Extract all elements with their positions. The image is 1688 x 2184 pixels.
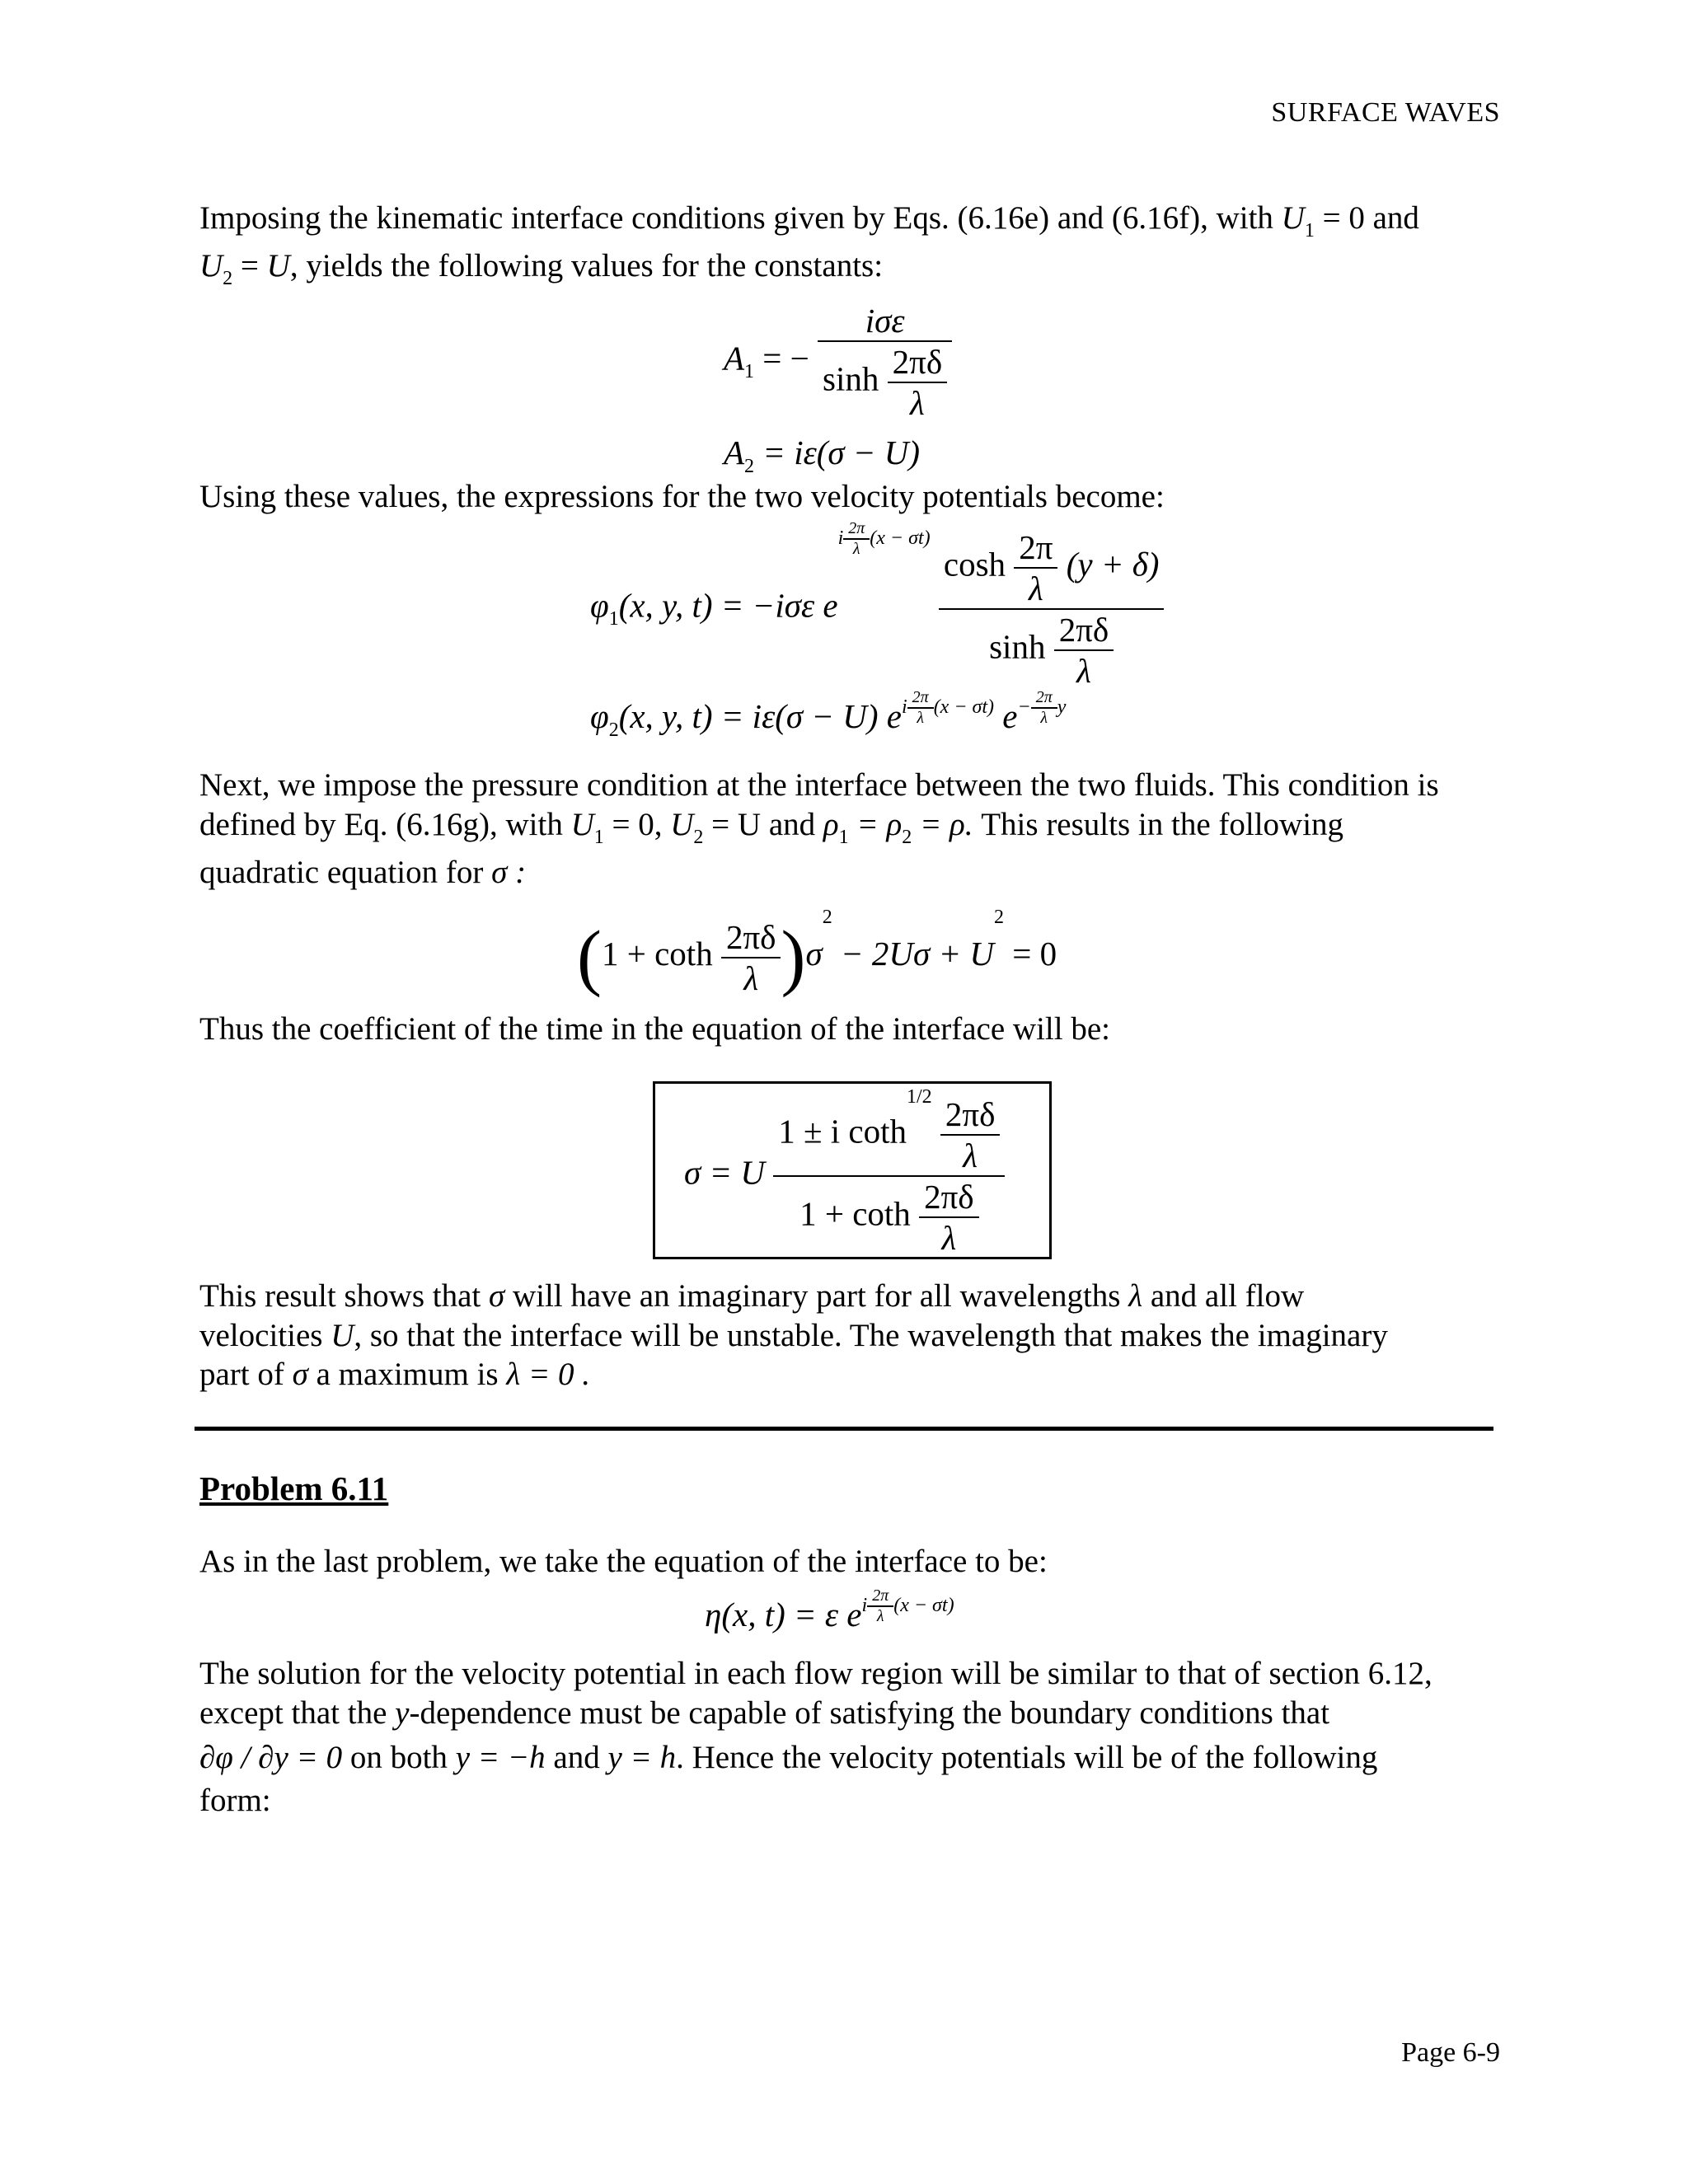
fraction xyxy=(888,342,948,423)
paragraph-line: quadratic equation for σ : xyxy=(199,855,527,890)
fraction xyxy=(773,1086,1005,1258)
paragraph-line: This result shows that σ will have an imaginary part for all wavelengths λ and all flow xyxy=(199,1278,1305,1314)
math-var: U xyxy=(1281,200,1305,236)
text: , yields the following values for the constants: xyxy=(289,248,884,284)
equation-phi2 xyxy=(590,688,1067,741)
math-var: U xyxy=(199,248,223,284)
math-var: e xyxy=(1002,697,1018,735)
paragraph-line: The solution for the velocity potential in each flow region will be similar to that of section 6.12, xyxy=(199,1656,1432,1691)
math-var: A xyxy=(724,434,745,471)
math-sub: 2 xyxy=(608,719,619,741)
exponent: − 2π λ y xyxy=(1017,688,1067,727)
paragraph-line: except that the y-dependence must be capable of satisfying the boundary conditions that xyxy=(199,1695,1330,1731)
paragraph-line: $U_2 = U$, yields the following values for the constants: xyxy=(199,248,884,289)
denominator: λ xyxy=(888,382,948,423)
denominator xyxy=(818,340,952,423)
equation-sigma-result: σ = U 1 ± i coth$^{1/2}$ $\frac{2\pi\delta}{\lambda}$ 1 + coth $\frac{2\pi\delta}{\lambda}$ xyxy=(684,1094,1005,1258)
math-sub: 1 xyxy=(1304,220,1315,241)
numerator: cosh $\frac{2\pi}{\lambda}$ (y + δ) xyxy=(943,528,1160,607)
text: Imposing the kinematic interface conditions given by Eqs. (6.16e) and (6.16f), with xyxy=(199,200,1273,236)
paragraph-line: Using these values, the expressions for the two velocity potentials become: xyxy=(199,479,1165,514)
paragraph-line: As in the last problem, we take the equation of the interface to be: xyxy=(199,1544,1048,1579)
math-sub: 1 xyxy=(608,608,619,630)
numerator: iσε xyxy=(865,302,905,340)
sinh-label: sinh xyxy=(823,359,879,398)
exponent: i 2π λ (x − σt) xyxy=(901,688,995,727)
text: = 0 and xyxy=(1322,200,1419,236)
equation-quadratic: (1 + coth $\frac{2\pi\delta}{\lambda}$ )$\sigma^2 - 2U\sigma + U^2 = 0$ xyxy=(577,907,1057,998)
paragraph-line xyxy=(199,199,1419,241)
paragraph-line: Next, we impose the pressure condition at the interface between the two fluids. This condition is xyxy=(199,767,1439,803)
page-number: Page 6-9 xyxy=(1401,2037,1500,2068)
math-expr: (x, y, t) = iε(σ − U) e xyxy=(618,697,902,735)
exponent: i 2π λ (x − σt) xyxy=(837,519,931,558)
equation-eta: η(x, t) = ε $e^{i \frac{2\pi}{\lambda} (x - \sigma t)}$ xyxy=(705,1586,954,1633)
math-var: A xyxy=(724,339,745,377)
running-header: SURFACE WAVES xyxy=(1271,97,1500,128)
equation-phi1 xyxy=(590,519,1164,691)
math-expr: (x, y, t) = −iσε e xyxy=(618,586,838,625)
math-expr: = iε(σ − U) xyxy=(762,434,921,471)
problem-title: Problem 6.11 xyxy=(199,1469,389,1507)
paragraph-line: part of σ a maximum is λ = 0 . xyxy=(199,1357,591,1392)
math-var: φ xyxy=(590,586,609,625)
math-sub: 2 xyxy=(223,268,233,289)
paragraph-line: Thus the coefficient of the time in the equation of the interface will be: xyxy=(199,1011,1110,1047)
section-divider xyxy=(195,1427,1493,1431)
denominator: sinh $\frac{2\pi\delta}{\lambda}$ xyxy=(939,608,1165,691)
fraction xyxy=(818,301,952,423)
math-var: U xyxy=(266,248,290,284)
numerator: 1 ± i coth$^{1/2}$ $\frac{2\pi\delta}{\lambda}$ xyxy=(773,1094,1005,1175)
equation-A2 xyxy=(724,433,921,477)
paragraph-line: defined by Eq. (6.16g), with $U_1 = 0$, $U_2 = U$ and $\rho_1 = \rho_2 = \rho$. This results in the following xyxy=(199,807,1344,848)
numerator: 2πδ xyxy=(892,343,943,381)
equation-A1: $A_1$ = − iσε sinh $\frac{2\pi\delta}{\lambda}$ xyxy=(724,301,952,423)
paragraph-line: ∂φ / ∂y = 0 on both y = −h and y = h. Hence the velocity potentials will be of the following xyxy=(199,1740,1378,1775)
paragraph-line: velocities U, so that the interface will be unstable. The wavelength that makes the imaginary xyxy=(199,1318,1388,1353)
math-sub: 1 xyxy=(744,361,755,383)
math-sub: 2 xyxy=(744,456,755,477)
math-var: φ xyxy=(590,697,609,735)
fraction xyxy=(939,527,1165,691)
denominator: 1 + coth $\frac{2\pi\delta}{\lambda}$ xyxy=(773,1175,1005,1258)
paragraph-line: form: xyxy=(199,1783,271,1818)
